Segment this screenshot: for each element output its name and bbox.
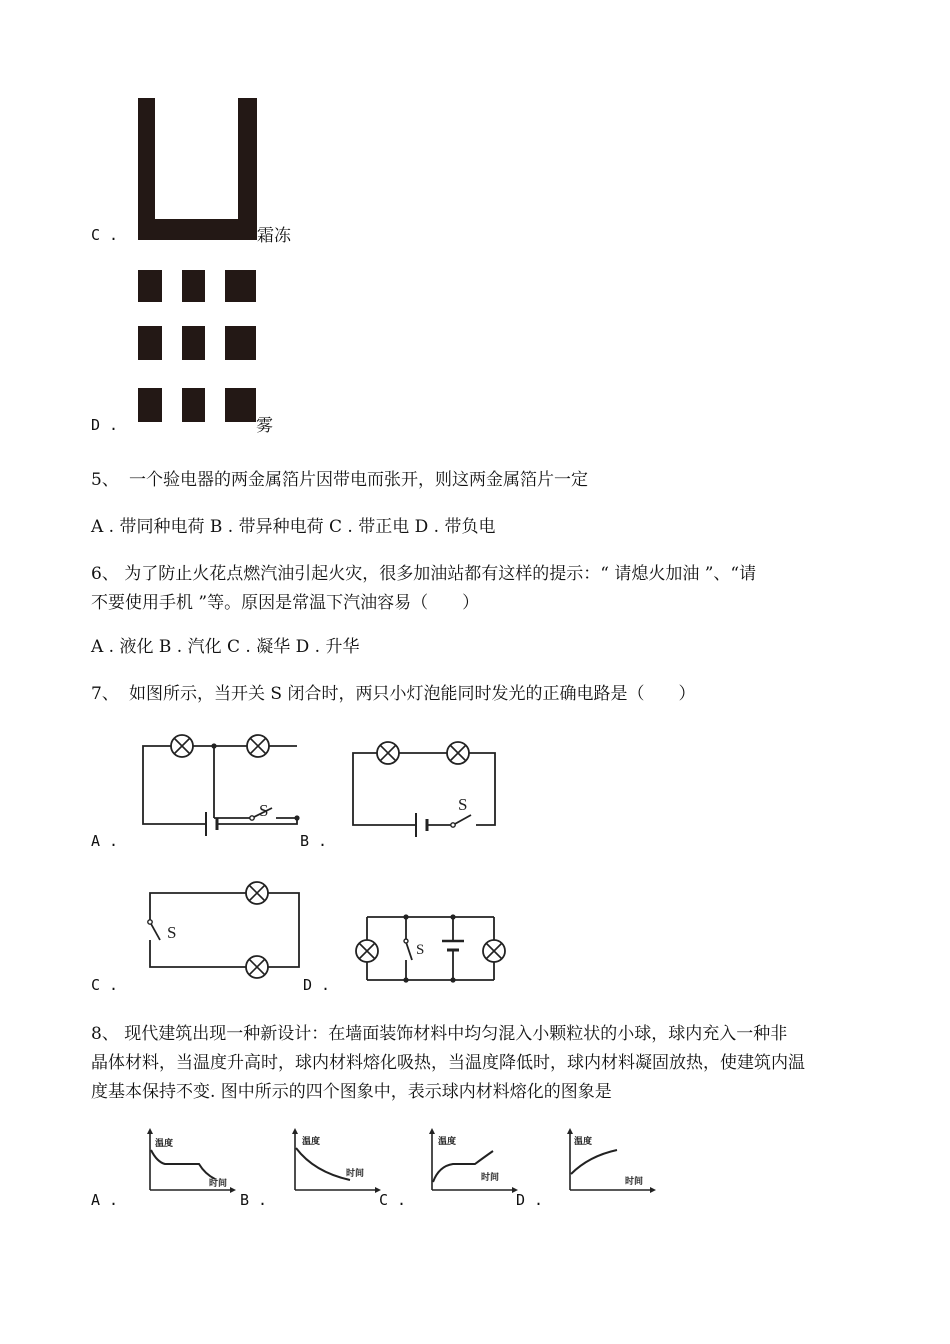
q8-c-ylabel: 温度 [438, 1137, 457, 1147]
q7-option-c-letter: C . [91, 976, 119, 994]
q7-circuit-c [140, 880, 305, 975]
q7-a-switch-label: S [259, 801, 269, 820]
q8-b-xlabel: 时间 [346, 1169, 365, 1179]
q8-option-d-letter: D . [516, 1191, 544, 1209]
q4-option-c-image [138, 98, 257, 240]
q6-stem-line1: 6、 为了防止火花点燃汽油引起火灾，很多加油站都有这样的提示：“ 请熄火加油 ”、“请 [91, 564, 757, 584]
q4-option-d-image [138, 270, 256, 422]
q6-options: A . 液化 B . 汽化 C . 凝华 D . 升华 [91, 637, 360, 657]
q8-a-ylabel: 温度 [155, 1139, 174, 1149]
q8-option-c-letter: C . [379, 1191, 407, 1209]
q4-option-d-letter: D . [91, 416, 119, 434]
q4-option-c-letter: C . [91, 226, 119, 244]
q6-stem-line2: 不要使用手机 ”等。原因是常温下汽油容易（ ） [91, 593, 480, 613]
q7-number: 7、 [91, 684, 119, 704]
q7-c-switch-label: S [167, 923, 177, 942]
q8-stem-line3: 度基本保持不变. 图中所示的四个图象中，表示球内材料熔化的图象是 [91, 1082, 612, 1102]
q4-option-c-caption: 霜冻 [257, 226, 291, 246]
q7-option-a-letter: A . [91, 832, 119, 850]
q8-graph-c [427, 1128, 519, 1196]
q8-stem [91, 1020, 871, 1107]
q8-option-b-letter: B . [240, 1191, 268, 1209]
q8-d-ylabel: 温度 [574, 1137, 593, 1147]
q8-graph-b [290, 1128, 382, 1196]
q8-d-xlabel: 时间 [625, 1177, 644, 1187]
q7-circuit-d [350, 910, 512, 985]
q5-stem: 一个验电器的两金属箔片因带电而张开，则这两金属箔片一定 [129, 470, 588, 490]
q7-circuit-b [350, 735, 500, 840]
q5-number: 5、 [91, 470, 119, 490]
q6-stem [91, 560, 861, 618]
q8-c-xlabel: 时间 [481, 1173, 500, 1183]
q7-circuit-a [140, 730, 305, 845]
q7-option-b-letter: B . [300, 832, 328, 850]
q8-stem-line1: 8、 现代建筑出现一种新设计：在墙面装饰材料中均匀混入小颗粒状的小球，球内充入一种非 [91, 1024, 788, 1044]
q7-option-d-letter: D . [303, 976, 331, 994]
q7-stem: 如图所示，当开关 S 闭合时，两只小灯泡能同时发光的正确电路是（ ） [129, 684, 696, 704]
q8-stem-line2: 晶体材料，当温度升高时，球内材料熔化吸热，当温度降低时，球内材料凝固放热，使建筑内温 [91, 1053, 805, 1073]
q8-b-ylabel: 温度 [302, 1137, 321, 1147]
q7-b-switch-label: S [458, 795, 468, 814]
q8-option-a-letter: A . [91, 1191, 119, 1209]
q7-d-switch-label: S [416, 942, 425, 958]
q5-options: A . 带同种电荷 B . 带异种电荷 C . 带正电 D . 带负电 [91, 517, 496, 537]
q8-graph-a [145, 1128, 237, 1196]
q8-graph-d [565, 1128, 657, 1196]
q8-a-xlabel: 时间 [209, 1179, 228, 1189]
q4-option-d-caption: 雾 [256, 416, 273, 436]
